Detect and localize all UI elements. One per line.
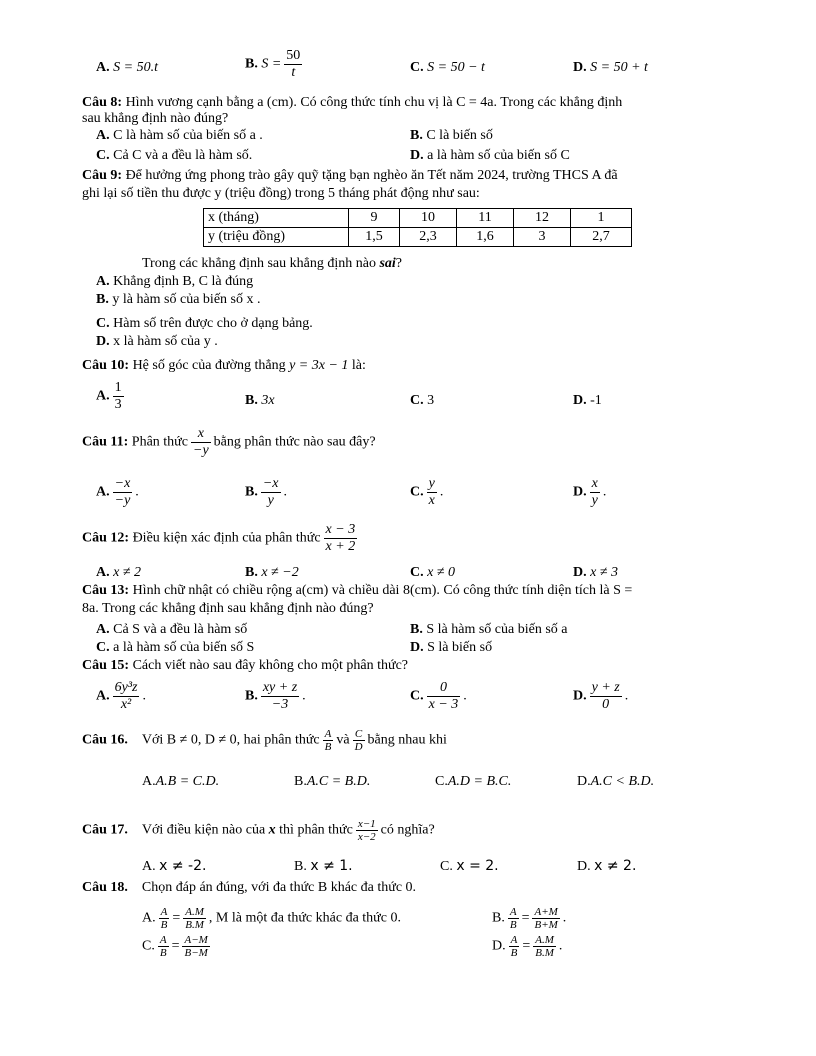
option-a: A. Khẳng định B, C là đúng [96,274,254,289]
option-d: D. x ≠ 3 [573,565,619,580]
table-cell: 2,3 [400,228,457,247]
table-cell: 1 [571,209,632,228]
option-a: A. Cả S và a đều là hàm số [96,622,248,637]
option-c: C. x = 2. [440,858,499,874]
option-a: A.A.B = C.D. [142,774,220,789]
question-text: Câu 11: Phân thức $\frac{x}{-y}$ bằng phân thức nào sau đây? [82,426,376,458]
option-b: B. x ≠ 1. [294,858,353,874]
option-c: C. Cả C và a đều là hàm số. [96,148,253,163]
option-d: D. $\frac{y + z}{0}$ . [573,680,629,712]
option-d: D. S = 50 + t [573,60,648,75]
row-header: y (triệu đồng) [204,228,349,247]
table-cell: 11 [457,209,514,228]
option-c: C. x ≠ 0 [410,565,456,580]
option-c: C. a là hàm số của biến số S [96,640,255,655]
option-a: A. x ≠ 2 [96,565,142,580]
question-text: Câu 10: Hệ số góc của đường thẳng y = 3x − 1 là: [82,358,366,373]
option-c: C. $\frac{A}{B}$ = $\frac{A-M}{B-M}$ [142,934,208,959]
table-cell: 2,7 [571,228,632,247]
row-header: x (tháng) [204,209,349,228]
table-cell: 9 [349,209,400,228]
option-b: B. 3x [245,393,275,408]
question-text-cont: ghi lại số tiền thu được y (triệu đồng) trong 5 tháng phát động như sau: [82,186,480,201]
table-row [204,209,632,228]
option-b: B. y là hàm số của biến số x . [96,292,261,307]
option-b: B. S là hàm số của biến số a [410,622,568,637]
option-d: D. x ≠ 2. [577,858,637,874]
option-c: C. Hàm số trên được cho ở dạng bảng. [96,316,313,331]
option-d: D. -1 [573,393,602,408]
question-text: Câu 13: Hình chữ nhật có chiều rộng a(cm) và chiều dài 8(cm). Có công thức tính diện tích là S = [82,583,633,598]
option-a: A. $\frac{-x}{-y}$ . [96,476,139,508]
data-table [203,208,632,247]
option-c: C. S = 50 − t [410,60,485,75]
option-b: B. C là biến số [410,128,493,143]
question-text: Câu 9: Để hưởng ứng phong trào gây quỹ tặng bạn nghèo ăn Tết năm 2024, trường THCS A đã [82,168,618,183]
option-b: B.A.C = B.D. [294,774,371,789]
option-a: A. $\frac{\text{6y³z}}{\text{x²}}$ . [96,680,146,712]
option-d: D.A.C < B.D. [577,774,655,789]
option-a: A. S = 50.t [96,60,158,75]
question-text: Câu 8: Hình vương cạnh bằng a (cm). Có công thức tính chu vị là C = 4a. Trong các khẳng định [82,95,623,110]
option-d: D. S là biến số [410,640,493,655]
question-text-cont: sau khẳng định nào đúng? [82,111,229,126]
table-cell: 1,5 [349,228,400,247]
option-b: B. x ≠ −2 [245,565,299,580]
option-c: C. $\frac{y}{x}$ . [410,476,444,508]
option-b: B. $\frac{xy + z}{-3}$ . [245,680,306,712]
option-a: A. x ≠ -2. [142,858,207,874]
option-a: A. $\frac{1}{3}$ [96,380,122,412]
table-cell: 12 [514,209,571,228]
option-d: D. $\frac{x}{y}$ . [573,476,607,508]
table-cell: 10 [400,209,457,228]
table-row [204,228,632,247]
question-text: Câu 18. Chọn đáp án đúng, với đa thức B khác đa thức 0. [82,880,417,895]
question-text: Câu 16. Với B ≠ 0, D ≠ 0, hai phân thức $\frac{A}{B}$ và $\frac{C}{D}$ bằng nhau khi [82,728,447,753]
question-prompt: Trong các khẳng định sau khẳng định nào sai? [142,256,403,271]
question-text: Câu 17. Với điều kiện nào của x thì phân thức $\frac{x-1}{x-2}$ có nghĩa? [82,818,435,843]
option-c: C. $\frac{0}{x - 3}$ . [410,680,467,712]
option-d: D. a là hàm số của biến số C [410,148,570,163]
option-b: B. $\frac{-x}{y}$ . [245,476,288,508]
option-a: A. $\frac{A}{B}$ = $\frac{A.M}{B.M}$ , M là một đa thức khác đa thức 0. [142,906,401,931]
question-text: Câu 12: Điều kiện xác định của phân thức $\frac{x - 3}{x + 2}$ [82,522,356,554]
question-text: Câu 15: Cách viết nào sau đây không cho một phân thức? [82,658,409,673]
question-text-cont: 8a. Trong các khẳng định sau khẳng định nào đúng? [82,601,374,616]
option-d: D. x là hàm số của y . [96,334,218,349]
option-c: C.A.D = B.C. [435,774,512,789]
option-b: B. $\frac{A}{B}$ = $\frac{A+M}{B+M}$ . [492,906,567,931]
table-cell: 3 [514,228,571,247]
table-cell: 1,6 [457,228,514,247]
option-d: D. $\frac{A}{B}$ = $\frac{A.M}{B.M}$ . [492,934,563,959]
option-a: A. C là hàm số của biến số a . [96,128,263,143]
option-b: B. S = $\frac{50}{t}$ [245,48,301,80]
option-c: C. 3 [410,393,435,408]
